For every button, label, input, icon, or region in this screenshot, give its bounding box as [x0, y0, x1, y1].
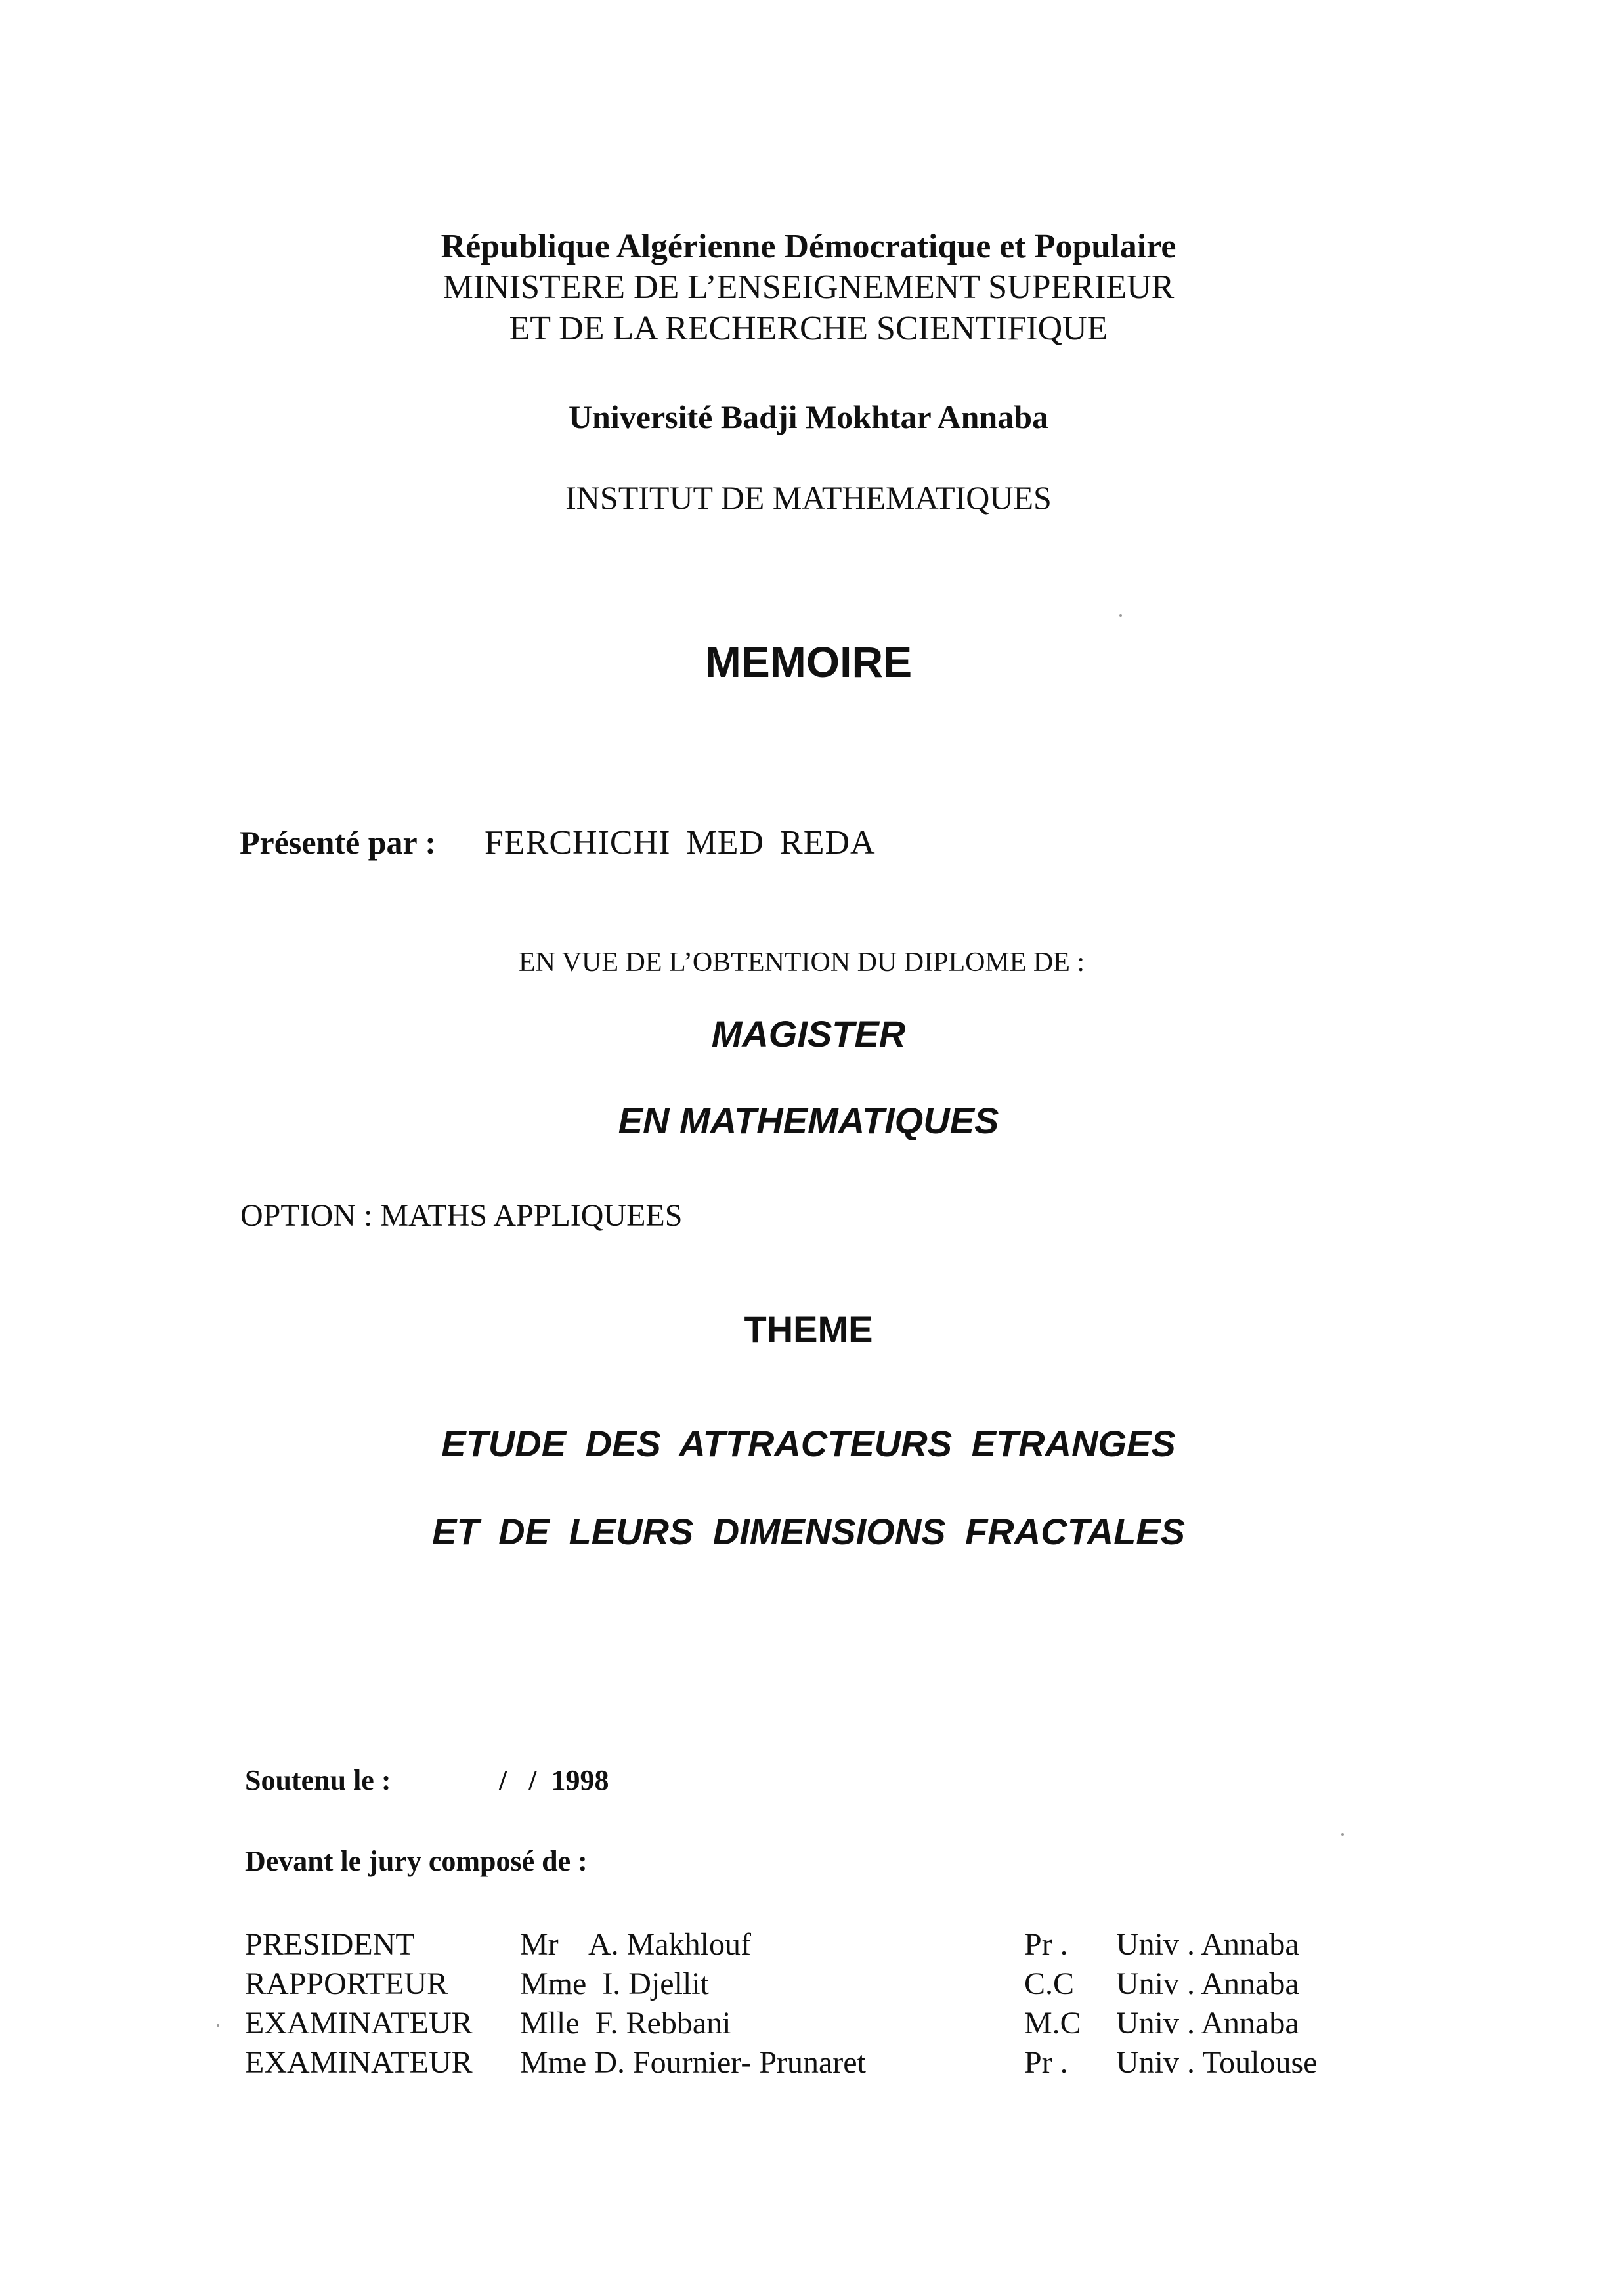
- document-type: MEMOIRE: [704, 638, 913, 686]
- jury-role: PRESIDENT: [245, 1927, 415, 1962]
- jury-member-name: Mr A. Makhlouf: [520, 1927, 751, 1962]
- ministry-line-1: MINISTERE DE L’ENSEIGNEMENT SUPERIEUR: [442, 269, 1175, 306]
- thesis-title-line-1: ETUDE DES ATTRACTEURS ETRANGES: [441, 1423, 1176, 1464]
- jury-row: [0, 1968, 1617, 2008]
- degree-title: MAGISTER: [711, 1013, 906, 1054]
- jury-role: EXAMINATEUR: [245, 2045, 473, 2080]
- republic-line: République Algérienne Démocratique et Populaire: [441, 228, 1176, 265]
- presented-label: Présenté par :: [240, 824, 436, 861]
- jury-grade: C.C: [1024, 1966, 1075, 2001]
- jury-grade: M.C: [1024, 2006, 1081, 2041]
- jury-university: Univ . Annaba: [1116, 1927, 1299, 1962]
- author-name: FERCHICHI MED REDA: [485, 824, 876, 861]
- jury-intro: Devant le jury composé de :: [245, 1845, 588, 1877]
- jury-member-name: Mlle F. Rebbani: [520, 2006, 731, 2041]
- jury-member-name: Mme I. Djellit: [520, 1966, 709, 2001]
- jury-row: [0, 2047, 1617, 2087]
- jury-university: Univ . Annaba: [1116, 2006, 1299, 2041]
- defense-label: Soutenu le :: [245, 1764, 391, 1796]
- jury-university: Univ . Toulouse: [1116, 2045, 1318, 2080]
- defense-date: / / 1998: [499, 1764, 609, 1796]
- scan-speck: [217, 2024, 219, 2027]
- jury-row: [0, 1929, 1617, 1968]
- scan-speck: [1341, 1833, 1344, 1836]
- jury-member-name: Mme D. Fournier- Prunaret: [520, 2045, 866, 2080]
- option-line: OPTION : MATHS APPLIQUEES: [240, 1198, 683, 1233]
- jury-role: EXAMINATEUR: [245, 2006, 473, 2041]
- jury-row: [0, 2008, 1617, 2047]
- institute-name: INSTITUT DE MATHEMATIQUES: [565, 479, 1052, 516]
- ministry-line-2: ET DE LA RECHERCHE SCIENTIFIQUE: [509, 310, 1108, 347]
- university-name: Université Badji Mokhtar Annaba: [568, 399, 1049, 435]
- jury-grade: Pr .: [1024, 2045, 1068, 2080]
- diploma-intro: EN VUE DE L’OBTENTION DU DIPLOME DE :: [519, 947, 1085, 978]
- degree-field: EN MATHEMATIQUES: [618, 1100, 999, 1141]
- jury-role: RAPPORTEUR: [245, 1966, 448, 2001]
- jury-university: Univ . Annaba: [1116, 1966, 1299, 2001]
- theme-label: THEME: [744, 1309, 873, 1350]
- thesis-title-line-2: ET DE LEURS DIMENSIONS FRACTALES: [431, 1511, 1185, 1552]
- scan-speck: [1119, 614, 1122, 617]
- jury-grade: Pr .: [1024, 1927, 1068, 1962]
